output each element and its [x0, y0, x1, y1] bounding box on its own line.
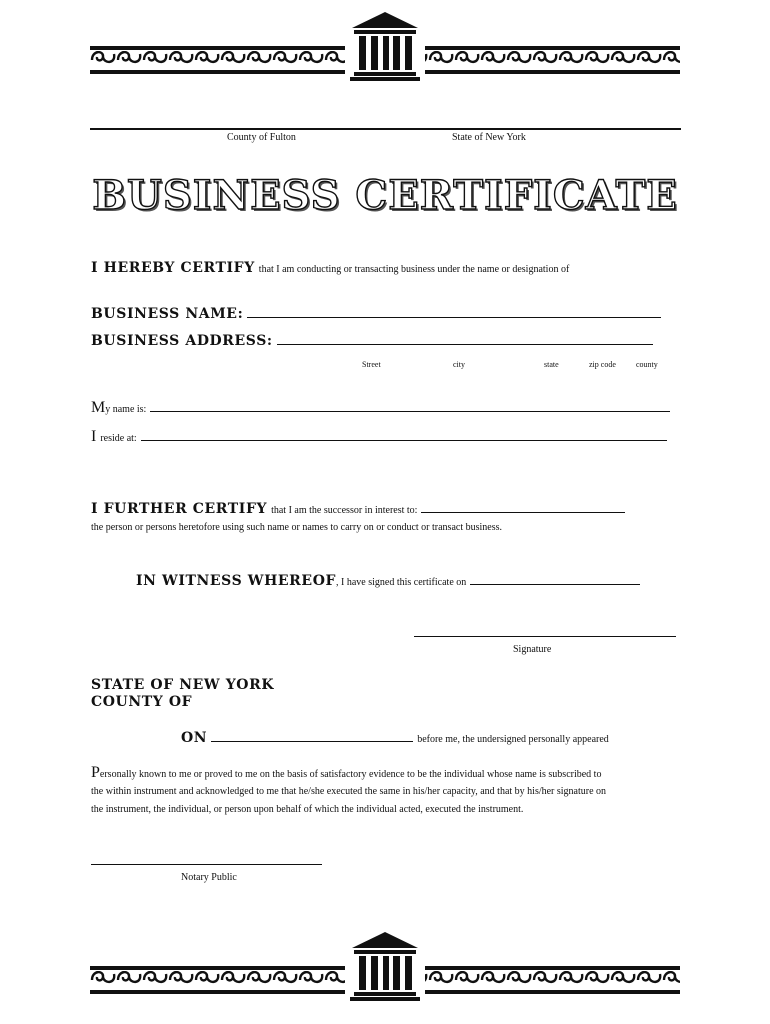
notary-signature-line[interactable] [91, 864, 322, 865]
business-name-row [91, 305, 661, 323]
notary-paragraph-line2: the within instrument and acknowledged to me that he/she executed the same in his/her capacity, and that by his/her signature on [91, 786, 607, 797]
my-name-initial: M [91, 399, 106, 416]
witness-lead: IN WITNESS WHEREOF [136, 573, 337, 589]
address-part-county: county [636, 360, 658, 369]
successor-field[interactable] [421, 501, 625, 513]
signature-label: Signature [513, 644, 552, 655]
notary-on-label: ON [181, 730, 208, 746]
notary-paragraph-initial: P [91, 764, 100, 781]
address-part-state: state [544, 360, 559, 369]
further-certify-lead: I FURTHER CERTIFY [91, 501, 268, 517]
courthouse-icon [350, 12, 420, 82]
business-name-label: BUSINESS NAME: [91, 306, 244, 322]
address-part-street: Street [362, 360, 381, 369]
business-address-row [91, 332, 653, 350]
witness-text: , I have signed this certificate on [336, 577, 467, 588]
witness-row [136, 572, 640, 590]
my-name-field[interactable] [150, 400, 670, 412]
certificate-title: BUSINESS CERTIFICATE [92, 172, 678, 219]
hereby-certify-text: that I am conducting or transacting business under the name or designation of [258, 264, 570, 275]
hereby-certify-lead: I HEREBY CERTIFY [91, 260, 255, 276]
witness-date-field[interactable] [470, 573, 640, 585]
notary-public-label: Notary Public [181, 872, 237, 883]
address-part-city: city [453, 360, 465, 369]
business-address-label: BUSINESS ADDRESS: [91, 333, 273, 349]
hereby-certify-line [91, 259, 569, 277]
reside-label: reside at: [100, 433, 137, 444]
further-certify-text: that I am the successor in interest to: [271, 505, 418, 516]
further-certify-row [91, 500, 625, 518]
reside-initial: I [91, 428, 97, 445]
notary-on-row [181, 729, 609, 747]
notary-before-text: before me, the undersigned personally appeared [417, 734, 609, 745]
reside-row [91, 428, 667, 446]
courthouse-icon-bottom [350, 932, 420, 1002]
state-header: State of New York [452, 132, 526, 143]
notary-date-field[interactable] [211, 730, 413, 742]
notary-paragraph-text1: ersonally known to me or proved to me on the basis of satisfactory evidence to be the individual whose name is subscribed to [99, 769, 602, 780]
my-name-row [91, 399, 670, 417]
reside-field[interactable] [141, 429, 667, 441]
header-rule [90, 128, 681, 130]
address-part-zip: zip code [589, 360, 616, 369]
signature-line[interactable] [414, 636, 676, 637]
business-name-field[interactable] [247, 306, 661, 318]
notary-paragraph-line3: the instrument, the individual, or person upon behalf of which the individual acted, executed the instrument. [91, 804, 524, 815]
my-name-label: y name is: [105, 404, 147, 415]
notary-county: COUNTY OF [91, 694, 193, 710]
notary-paragraph-line1 [91, 764, 601, 782]
business-address-field[interactable] [277, 333, 653, 345]
notary-state: STATE OF NEW YORK [91, 677, 275, 693]
further-certify-line2: the person or persons heretofore using such name or names to carry on or conduct or transact business. [91, 522, 502, 533]
county-header: County of Fulton [227, 132, 296, 143]
